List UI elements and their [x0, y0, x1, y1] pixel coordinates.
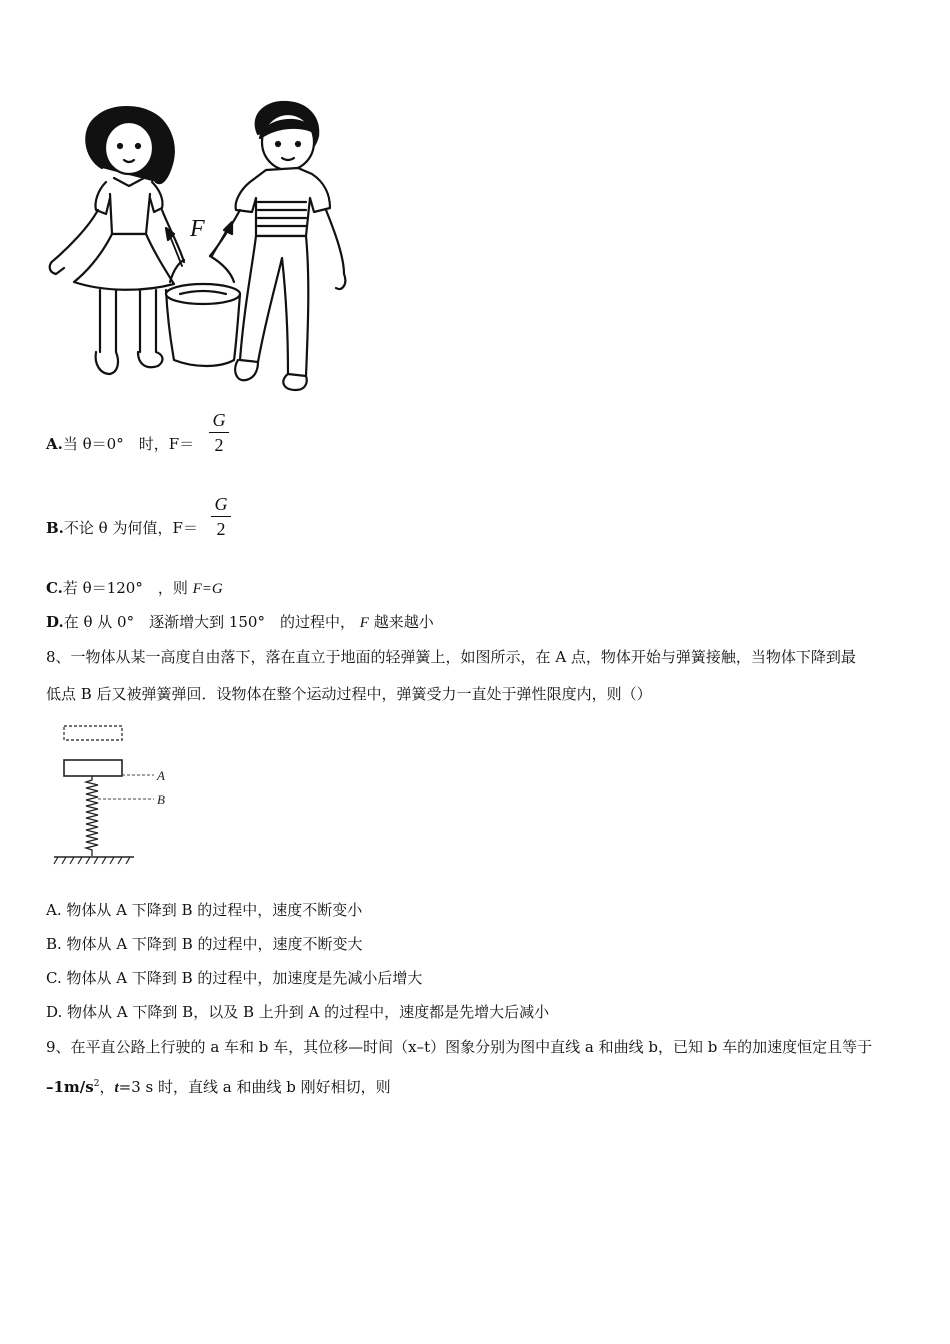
q9-acceleration: –1m/s: [46, 1078, 94, 1096]
q8-option-a: A. 物体从 A 下降到 B 的过程中，速度不断变小: [46, 901, 363, 919]
point-b-label: B: [157, 792, 165, 807]
option-b-row: [46, 518, 198, 538]
q8-option-c: C. 物体从 A 下降到 B 的过程中，加速度是先减小后增大: [46, 969, 423, 987]
option-a-numerator: G: [212, 410, 226, 430]
children-carrying-bucket-figure: [44, 98, 354, 398]
q9-stem-line2: [46, 1074, 391, 1098]
option-d-row: [46, 612, 434, 633]
q9-time-var: t: [114, 1080, 119, 1096]
q8-option-b: B. 物体从 A 下降到 B 的过程中，速度不断变大: [46, 935, 363, 953]
option-a-letter: A.: [46, 435, 63, 453]
option-b-denominator: 2: [216, 519, 226, 539]
option-b-numerator: G: [214, 494, 228, 514]
spring-figure: [50, 722, 190, 872]
option-c-formula: F=G: [192, 581, 223, 597]
option-b-letter: B.: [46, 519, 64, 537]
option-b-fraction: [211, 494, 231, 539]
q8-option-d: D. 物体从 A 下降到 B，以及 B 上升到 A 的过程中，速度都是先增大后减小: [46, 1003, 550, 1021]
q9-acceleration-exponent: 2: [93, 1079, 100, 1089]
option-d-tail: 越来越小: [368, 613, 434, 631]
option-d-letter: D.: [46, 613, 64, 631]
point-a-label: A: [157, 768, 165, 783]
option-d-text: 在 θ 从 0° 逐渐增大到 150° 的过程中，: [63, 613, 355, 631]
option-a-fraction: [209, 410, 229, 455]
option-c-letter: C.: [46, 579, 63, 597]
q9-stem-line2-rest: =3 s 时，直线 a 和曲线 b 刚好相切，则: [118, 1078, 391, 1096]
option-c-row: [46, 578, 223, 599]
force-label: F: [190, 216, 205, 242]
option-c-text: 若 θ＝120° ，则: [62, 579, 193, 597]
q8-stem-line2: 低点 B 后又被弹簧弹回．设物体在整个运动过程中，弹簧受力一直处于弹性限度内，则（）: [46, 685, 652, 703]
option-a-text: 当 θ＝0° 时，F＝: [62, 435, 195, 453]
q9-stem-line1: 9、在平直公路上行驶的 a 车和 b 车，其位移—时间（x–t）图象分别为图中直线 a 和曲线 b，已知 b 车的加速度恒定且等于: [46, 1038, 873, 1056]
option-b-text: 不论 θ 为何值，F＝: [63, 519, 198, 537]
option-a-denominator: 2: [214, 435, 224, 455]
q8-stem-line1: 8、一物体从某一高度自由落下，落在直立于地面的轻弹簧上，如图所示，在 A 点，物体开始与弹簧接触，当物体下降到最: [46, 648, 856, 666]
q9-comma: ，: [99, 1078, 115, 1096]
option-d-var: F: [359, 615, 369, 631]
option-a-row: [46, 434, 194, 454]
